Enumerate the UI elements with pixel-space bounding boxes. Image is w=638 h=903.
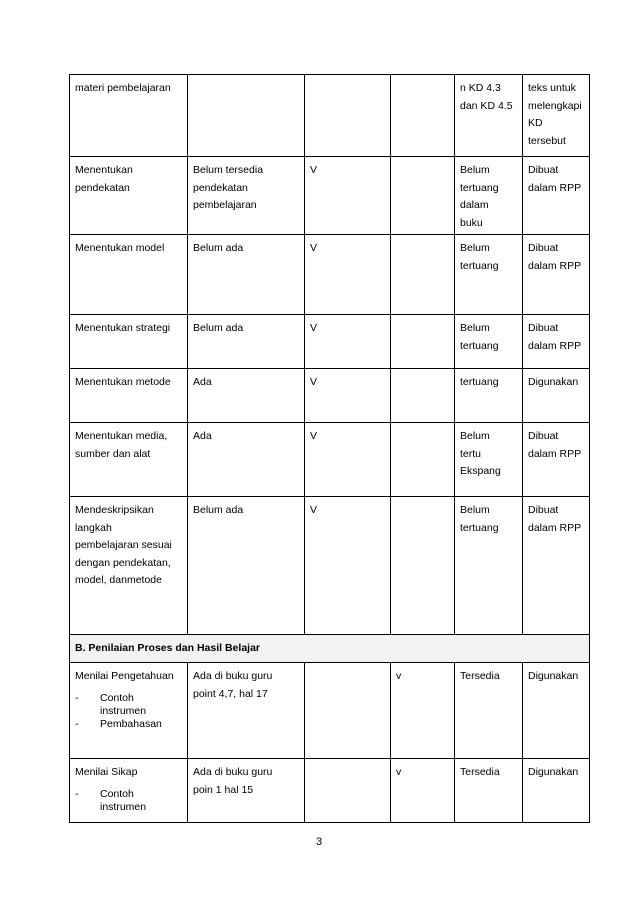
table-cell-condition: Ada di buku guru point 4,7, hal 17 bbox=[188, 663, 305, 759]
table-cell-action: Dibuat dalam RPP bbox=[523, 423, 590, 497]
table-cell-status: tertuang bbox=[455, 369, 523, 423]
table-cell-check-a bbox=[305, 759, 391, 823]
table-cell-activity: Menentukan media, sumber dan alat bbox=[70, 423, 188, 497]
table-cell-status: Tersedia bbox=[455, 759, 523, 823]
table-cell-condition: Belum ada bbox=[188, 497, 305, 635]
table-cell-status: n KD 4.3 dan KD 4.5 bbox=[455, 75, 523, 157]
table-cell-activity: materi pembelajaran bbox=[70, 75, 188, 157]
list-item: - Pembahasan bbox=[75, 718, 183, 731]
table-cell-status: Belum tertuang bbox=[455, 497, 523, 635]
table-row-pengetahuan bbox=[70, 663, 590, 759]
table-cell-action: Dibuat dalam RPP bbox=[523, 235, 590, 315]
table-cell-condition bbox=[188, 75, 305, 157]
table-cell-status: Belum tertuang bbox=[455, 235, 523, 315]
table-cell-check-b bbox=[391, 315, 455, 369]
table-cell-check-a bbox=[305, 663, 391, 759]
table-cell-action: Dibuat dalam RPP bbox=[523, 315, 590, 369]
table-cell-check-b bbox=[391, 235, 455, 315]
table-cell-condition: Ada di buku guru poin 1 hal 15 bbox=[188, 759, 305, 823]
table-cell-action: Digunakan bbox=[523, 369, 590, 423]
table-cell-condition: Belum tersedia pendekatan pembelajaran bbox=[188, 157, 305, 235]
table-row-metode bbox=[70, 369, 590, 423]
table-cell-check-a: V bbox=[305, 235, 391, 315]
table-cell-check-b bbox=[391, 497, 455, 635]
table-cell-check-b: v bbox=[391, 663, 455, 759]
table-cell-activity: Menentukan pendekatan bbox=[70, 157, 188, 235]
table-cell-check-a: V bbox=[305, 157, 391, 235]
table-cell-activity: Mendeskripsikan langkah pembelajaran sesuai dengan pendekatan, model, danmetode bbox=[70, 497, 188, 635]
page-number: 3 bbox=[315, 836, 323, 848]
evaluation-table-body bbox=[70, 75, 590, 823]
table-cell-status: Belum tertu Ekspang bbox=[455, 423, 523, 497]
table-cell-check-b bbox=[391, 423, 455, 497]
table-cell-condition: Ada bbox=[188, 423, 305, 497]
table-row-model bbox=[70, 235, 590, 315]
evaluation-table bbox=[69, 74, 590, 823]
table-row-materi bbox=[70, 75, 590, 157]
table-cell-action: Dibuat dalam RPP bbox=[523, 157, 590, 235]
table-cell-action: Dibuat dalam RPP bbox=[523, 497, 590, 635]
table-cell-condition: Ada bbox=[188, 369, 305, 423]
table-cell-action: teks untuk melengkapi KD tersebut bbox=[523, 75, 590, 157]
list-item: - Contoh instrumen bbox=[75, 788, 183, 814]
table-cell-status: Belum tertuang bbox=[455, 315, 523, 369]
table-cell-check-b bbox=[391, 75, 455, 157]
table-cell-action: Digunakan bbox=[523, 663, 590, 759]
table-cell-status: Belum tertuang dalam buku bbox=[455, 157, 523, 235]
table-cell-activity: Menilai Pengetahuan - Contoh instrumen - Pembahasan bbox=[70, 663, 188, 759]
table-cell-activity: Menentukan metode bbox=[70, 369, 188, 423]
table-cell-check-b bbox=[391, 157, 455, 235]
table-cell-status: Tersedia bbox=[455, 663, 523, 759]
table-row-pendekatan bbox=[70, 157, 590, 235]
table-cell-action: Digunakan bbox=[523, 759, 590, 823]
table-row-strategi bbox=[70, 315, 590, 369]
table-cell-condition: Belum ada bbox=[188, 315, 305, 369]
table-cell-check-b: v bbox=[391, 759, 455, 823]
section-header-row bbox=[70, 635, 590, 663]
table-cell-check-a: V bbox=[305, 423, 391, 497]
table-cell-check-b bbox=[391, 369, 455, 423]
table-row-sikap bbox=[70, 759, 590, 823]
table-cell-activity: Menentukan strategi bbox=[70, 315, 188, 369]
table-cell-activity: Menilai Sikap - Contoh instrumen bbox=[70, 759, 188, 823]
table-cell-check-a: V bbox=[305, 369, 391, 423]
table-cell-check-a: V bbox=[305, 315, 391, 369]
table-cell-activity: Menentukan model bbox=[70, 235, 188, 315]
section-title: B. Penilaian Proses dan Hasil Belajar bbox=[70, 635, 590, 663]
sub-item-list bbox=[75, 788, 183, 814]
table-cell-condition: Belum ada bbox=[188, 235, 305, 315]
table-row-langkah bbox=[70, 497, 590, 635]
table-cell-check-a: V bbox=[305, 497, 391, 635]
table-cell-check-a bbox=[305, 75, 391, 157]
sub-item-list bbox=[75, 692, 183, 731]
table-row-media bbox=[70, 423, 590, 497]
list-item: - Contoh instrumen bbox=[75, 692, 183, 718]
